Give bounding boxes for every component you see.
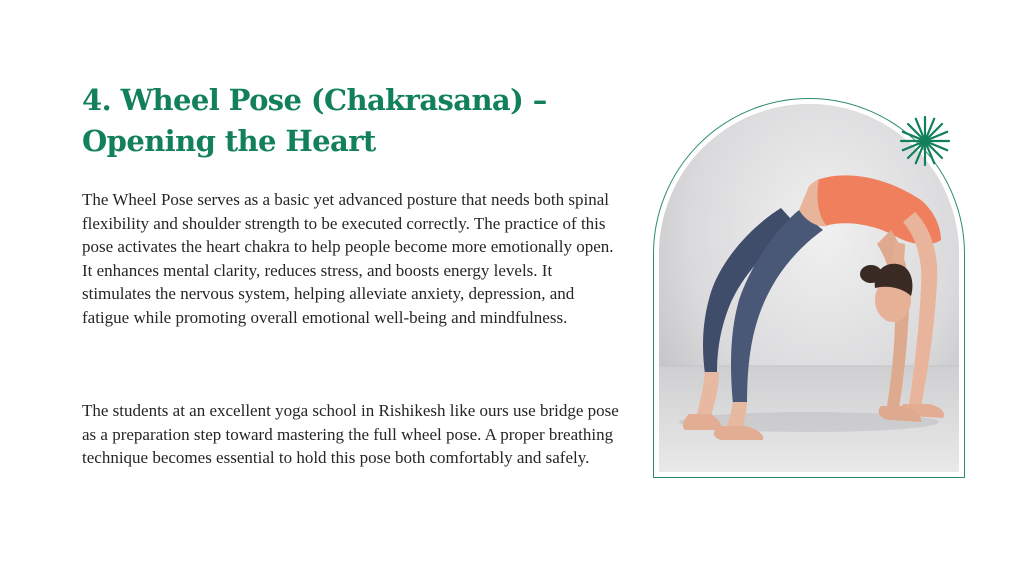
title-line-2: Opening the Heart	[82, 124, 376, 158]
slide-title	[82, 80, 602, 162]
title-line-1: 4. Wheel Pose (Chakrasana) –	[82, 83, 547, 117]
starburst-icon	[898, 114, 952, 168]
body-paragraph-1: The Wheel Pose serves as a basic yet advanced posture that needs both spinal flexibility and shoulder strength to be executed correctly. The practice of this pose activates the heart chakra to help people become more emotionally open. It enhances mental clarity, reduces stress, and boosts energy levels. It stimulates the nervous system, helping alleviate anxiety, depression, and fatigue while promoting overall emotional well-being and mindfulness.	[82, 190, 614, 327]
body-paragraph-2: The students at an excellent yoga school in Rishikesh like ours use bridge pose as a preparation step toward mastering the full wheel pose. A proper breathing technique becomes essential to hold this pose both comfortably and safely.	[82, 401, 619, 467]
